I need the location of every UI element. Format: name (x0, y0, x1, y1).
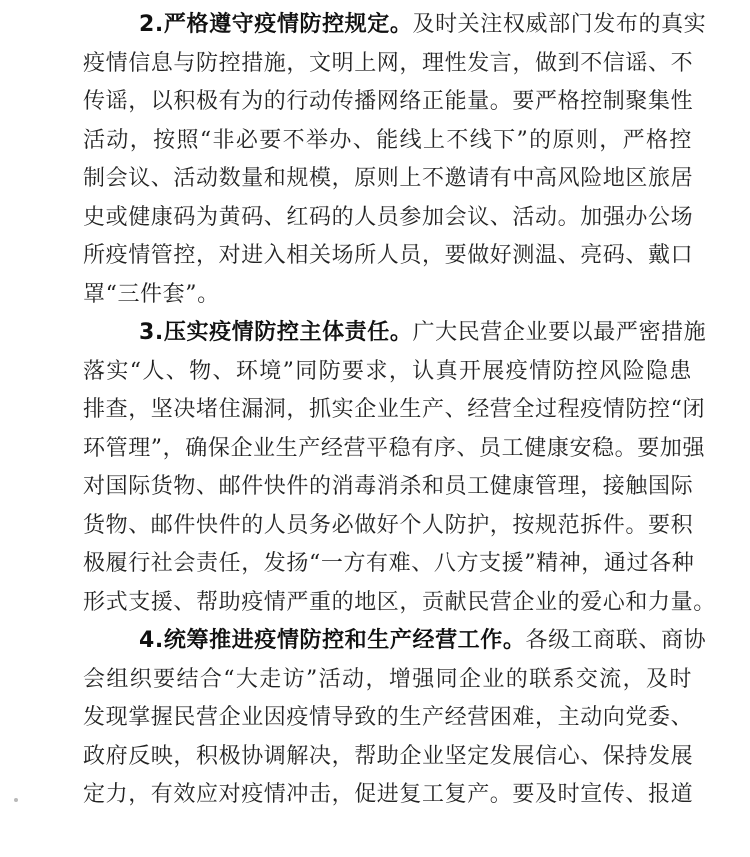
section-heading: 3.压实疫情防控主体责任。 (139, 320, 413, 345)
section-heading: 4.统筹推进疫情防控和生产经营工作。 (139, 628, 526, 653)
paragraph-text: 及时关注权威部门发布的真实 (412, 12, 707, 37)
paragraph-line: 活动，按照“非必要不举办、能线上不线下”的原则，严格控 (83, 127, 692, 153)
paragraph-line: 所疫情管控，对进入相关场所人员，要做好测温、亮码、戴口 (83, 243, 694, 268)
paragraph-line: 发现掌握民营企业因疫情导致的生产经营困难，主动向党委、 (83, 705, 694, 730)
paragraph-line: 罩“三件套”。 (83, 281, 220, 307)
section-heading: 2.严格遵守疫情防控规定。 (139, 12, 413, 37)
paragraph-line: 环管理”，确保企业生产经营平稳有序、员工健康安稳。要加强 (83, 435, 706, 461)
paragraph-line: 会组织要结合“大走访”活动，增强同企业的联系交流，及时 (83, 666, 692, 692)
section-3 (83, 314, 716, 622)
paragraph-line: 货物、邮件快件的人员务必做好个人防护，按规范拆件。要积 (83, 512, 694, 538)
paragraph-line: 制会议、活动数量和规模，原则上不邀请有中高风险地区旅居 (83, 166, 694, 191)
paragraph-line: 排查，坚决堵住漏洞，抓实企业生产、经营全过程疫情防控“闭 (83, 397, 706, 422)
section-4 (83, 622, 707, 815)
paragraph-line: 传谣，以积极有为的行动传播网络正能量。要严格控制聚集性 (83, 89, 694, 114)
paragraph-line (83, 314, 707, 353)
paragraph-text: 各级工商联、商协 (525, 628, 707, 653)
paragraph-line (83, 622, 707, 661)
paragraph-line: 疫情信息与防控措施，文明上网，理性发言，做到不信谣、不 (83, 50, 694, 76)
paragraph-line: 政府反映，积极协调解决，帮助企业坚定发展信心、保持发展 (83, 743, 694, 769)
paragraph-line: 史或健康码为黄码、红码的人员参加会议、活动。加强办公场 (83, 204, 694, 230)
section-2 (83, 6, 707, 314)
paragraph-line (83, 6, 707, 45)
paragraph-text: 广大民营企业要以最严密措施 (412, 320, 707, 345)
paragraph-line: 定力，有效应对疫情冲击，促进复工复产。要及时宣传、报道 (83, 782, 694, 807)
paragraph-line: 对国际货物、邮件快件的消毒消杀和员工健康管理，接触国际 (83, 474, 694, 499)
paragraph-line: 落实“人、物、环境”同防要求，认真开展疫情防控风险隐患 (83, 358, 692, 384)
scan-speck (14, 798, 18, 802)
paragraph-line: 形式支援、帮助疫情严重的地区，贡献民营企业的爱心和力量。 (83, 589, 716, 615)
paragraph-line: 极履行社会责任，发扬“一方有难、八方支援”精神，通过各种 (83, 551, 695, 576)
